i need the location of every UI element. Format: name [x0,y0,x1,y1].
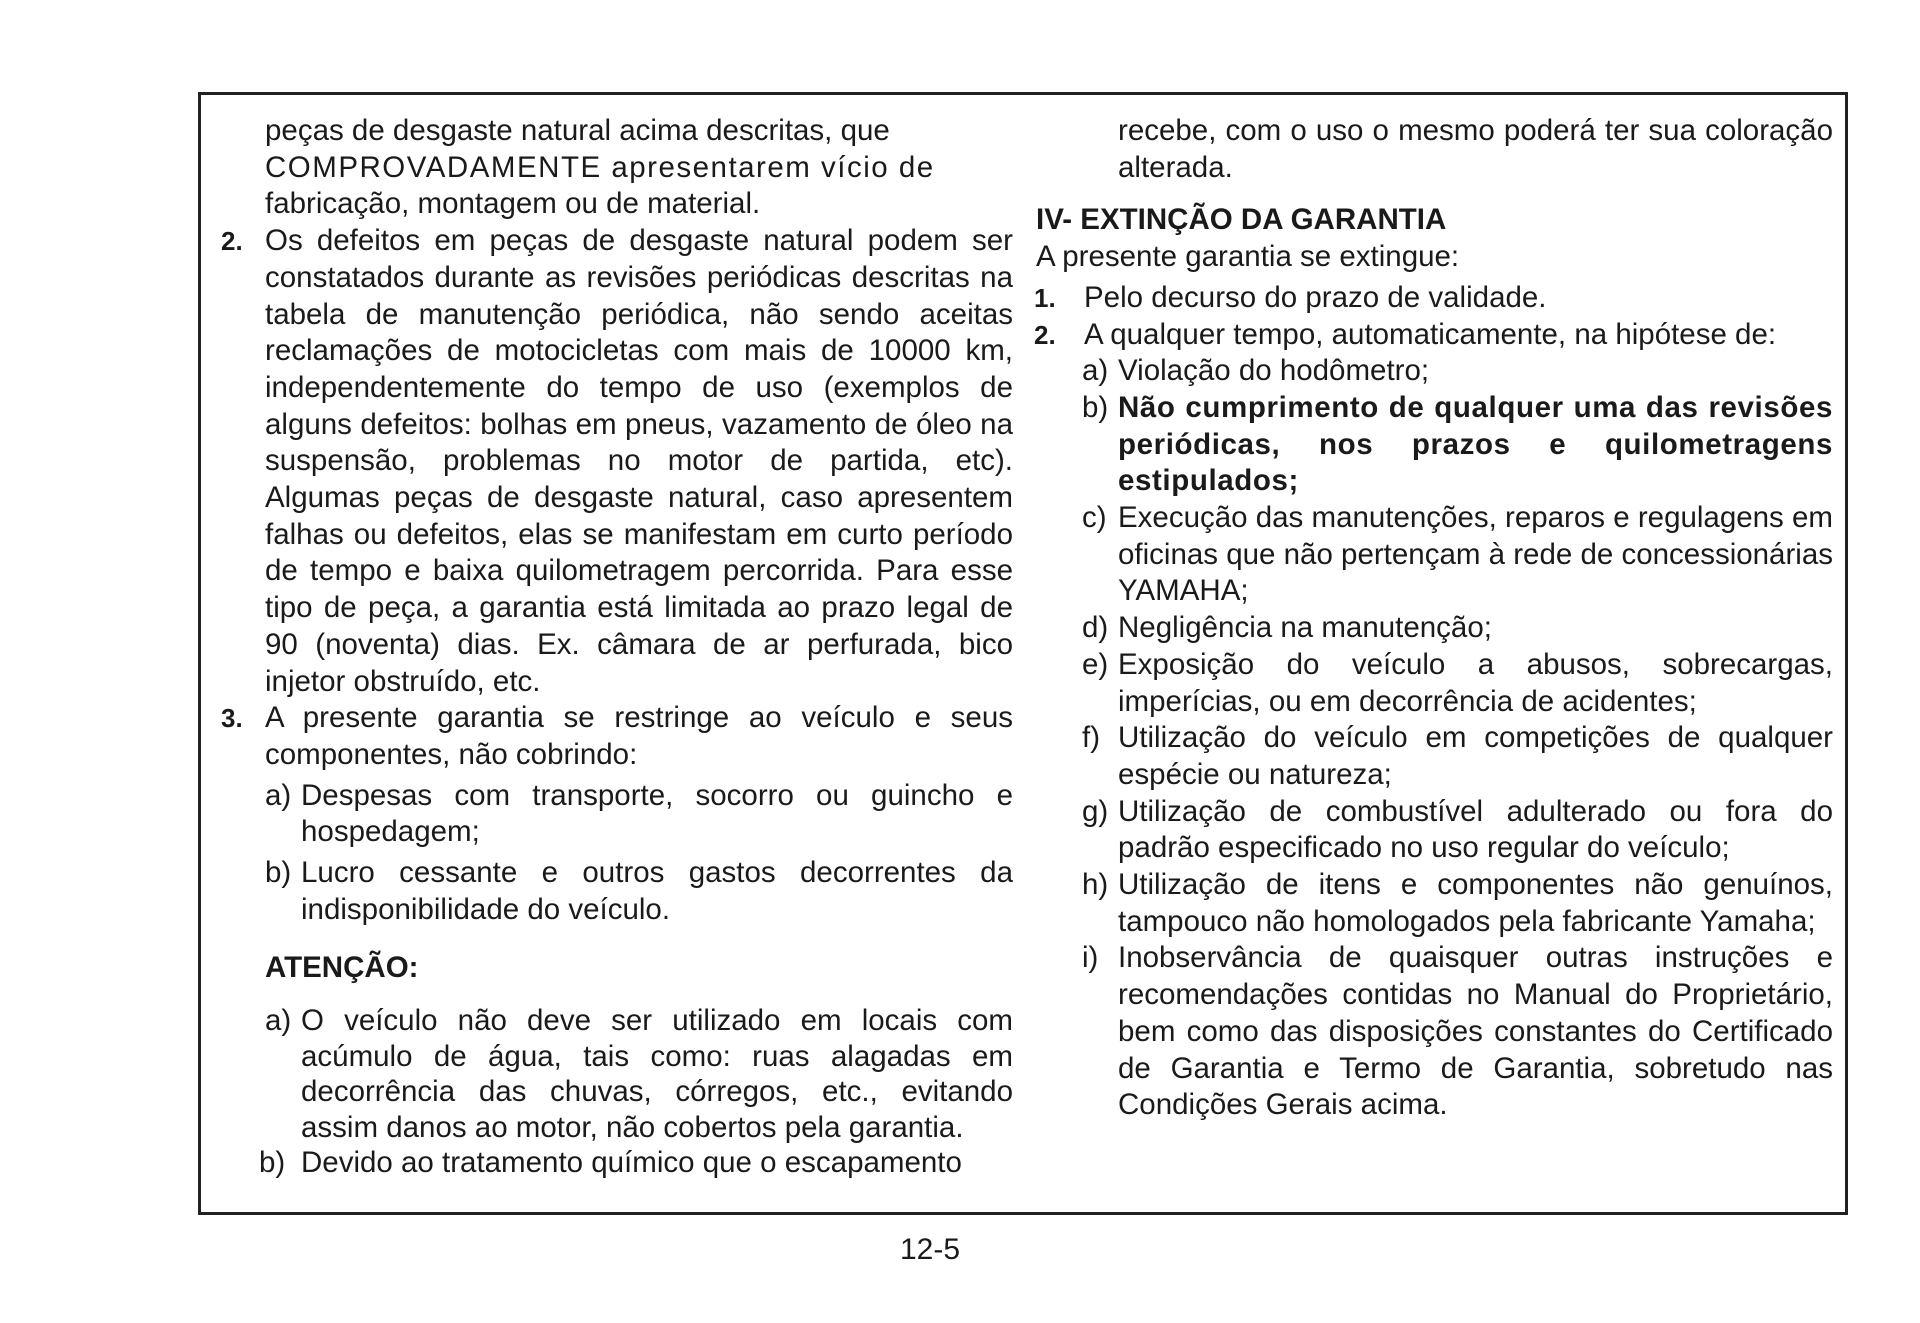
continuation-text: recebe, com o uso o mesmo poderá ter sua coloração alterada. [1118,114,1833,184]
item-number: 3. [221,703,243,734]
sub-text: Negligência na manutenção; [1118,611,1492,645]
sub-item-a [265,778,1013,851]
right-column [1036,113,1833,1124]
sub-text: Utilização de combustível adulterado ou fora do padrão especificado no uso regular do veículo; [1118,794,1833,865]
sub-item-text: Despesas com transporte, socorro ou guincho e hospedagem; [301,778,1013,849]
sub-letter: e) [1082,647,1109,681]
sub-text: Não cumprimento de qualquer uma das revisões periódicas, nos prazos e quilometragens estipulados; [1118,390,1833,498]
sub-item-b [265,855,1013,928]
extinction-sub-d [1036,610,1833,647]
extinction-item-1 [1036,280,1833,317]
item-text: Pelo decurso do prazo de validade. [1084,280,1547,314]
extinction-sub-g [1036,794,1833,867]
left-column [221,113,1013,1181]
extinction-sub-a [1036,353,1833,390]
sub-text: Execução das manutenções, reparos e regulagens em oficinas que não pertençam à rede de concessionárias YAMAHA; [1118,501,1834,608]
item-number: 2. [221,226,243,257]
extinction-sub-b [1036,390,1833,500]
intro-line-1: peças de desgaste natural acima descritas, que [265,114,890,147]
extinction-sub-c [1036,500,1833,610]
item-text: A presente garantia se restringe ao veículo e seus componentes, não cobrindo: [265,701,1013,771]
attention-title: ATENÇÃO: [265,951,419,985]
section-intro: A presente garantia se extingue: [1036,240,1460,274]
extinction-sub-h [1036,867,1833,940]
sub-item-letter: a) [265,778,292,812]
attention-letter: a) [265,1004,292,1038]
sub-text: Utilização de itens e componentes não genuínos, tampouco não homologados pela fabricante Yamaha; [1118,868,1833,938]
sub-text: Violação do hodômetro; [1118,354,1430,388]
sub-letter: c) [1082,501,1107,535]
page-number: 12-5 [899,1233,961,1266]
item-number: 1. [1034,282,1056,313]
item-number: 2. [1034,319,1056,350]
sub-text: Inobservância de quaisquer outras instruções e recomendações contidas no Manual do Proprietário, bem como das disposições constantes do Certificado de Garantia e Termo de Garantia, sobretudo nas Condições Gerais acima. [1118,941,1833,1122]
sub-item-text: Lucro cessante e outros gastos decorrentes da indisponibilidade do veículo. [301,856,1013,926]
attention-list [259,1003,1013,1181]
content-frame [198,92,1848,1215]
attention-text: Devido ao tratamento químico que o escapamento [301,1146,962,1180]
sub-letter: f) [1082,721,1101,755]
list-item-2 [221,223,1013,700]
item-text: Os defeitos em peças de desgaste natural podem ser constatados durante as revisões periódicas descritas na tabela de manutenção periódica, não sendo aceitas reclamações de motocicletas com mais de 10000 km, independentemente do tempo de uso (exemplos de alguns defeitos: bolhas em pneus, vazamento de óleo na suspensão, problemas no motor de partida, etc). Algumas peças de desgaste natural, caso apresentem falhas ou defeitos, elas se manifestam em curto período de tempo e baixa quilometragem percorrida. Para esse tipo de peça, a garantia está limitada ao prazo legal de 90 (noventa) dias. Ex. câmara de ar perfurada, bico injetor obstruído, etc. [265,224,1013,698]
attention-item-a [265,1003,1013,1145]
intro-line-2: COMPROVADAMENTE apresentarem vício de [265,150,935,184]
sub-letter: b) [1082,390,1109,424]
sub-letter: h) [1082,868,1109,902]
sub-letter: i) [1082,941,1099,975]
intro-line-3: fabricação, montagem ou de material. [265,187,761,221]
extinction-sub-i [1036,940,1833,1124]
item-text: A qualquer tempo, automaticamente, na hipótese de: [1084,317,1777,351]
sub-text: Exposição do veículo a abusos, sobrecargas, imperícias, ou em decorrência de acidentes; [1118,647,1833,718]
extinction-sub-e [1036,647,1833,720]
sub-letter: d) [1082,611,1109,645]
attention-letter: b) [259,1146,286,1180]
sub-letter: a) [1082,354,1109,388]
extinction-item-2 [1036,317,1833,354]
attention-item-b [259,1145,1013,1181]
extinction-sub-f [1036,720,1833,793]
sub-letter: g) [1082,794,1109,828]
section-title: IV- EXTINÇÃO DA GARANTIA [1036,203,1447,237]
sub-text: Utilização do veículo em competições de qualquer espécie ou natureza; [1118,721,1833,791]
sub-item-letter: b) [265,856,292,890]
list-item-3 [221,700,1013,773]
attention-text: O veículo não deve ser utilizado em locais com acúmulo de água, tais como: ruas alagadas em decorrência das chuvas, córregos, etc., evitando assim danos ao motor, não cobertos pela garantia. [301,1004,1013,1144]
